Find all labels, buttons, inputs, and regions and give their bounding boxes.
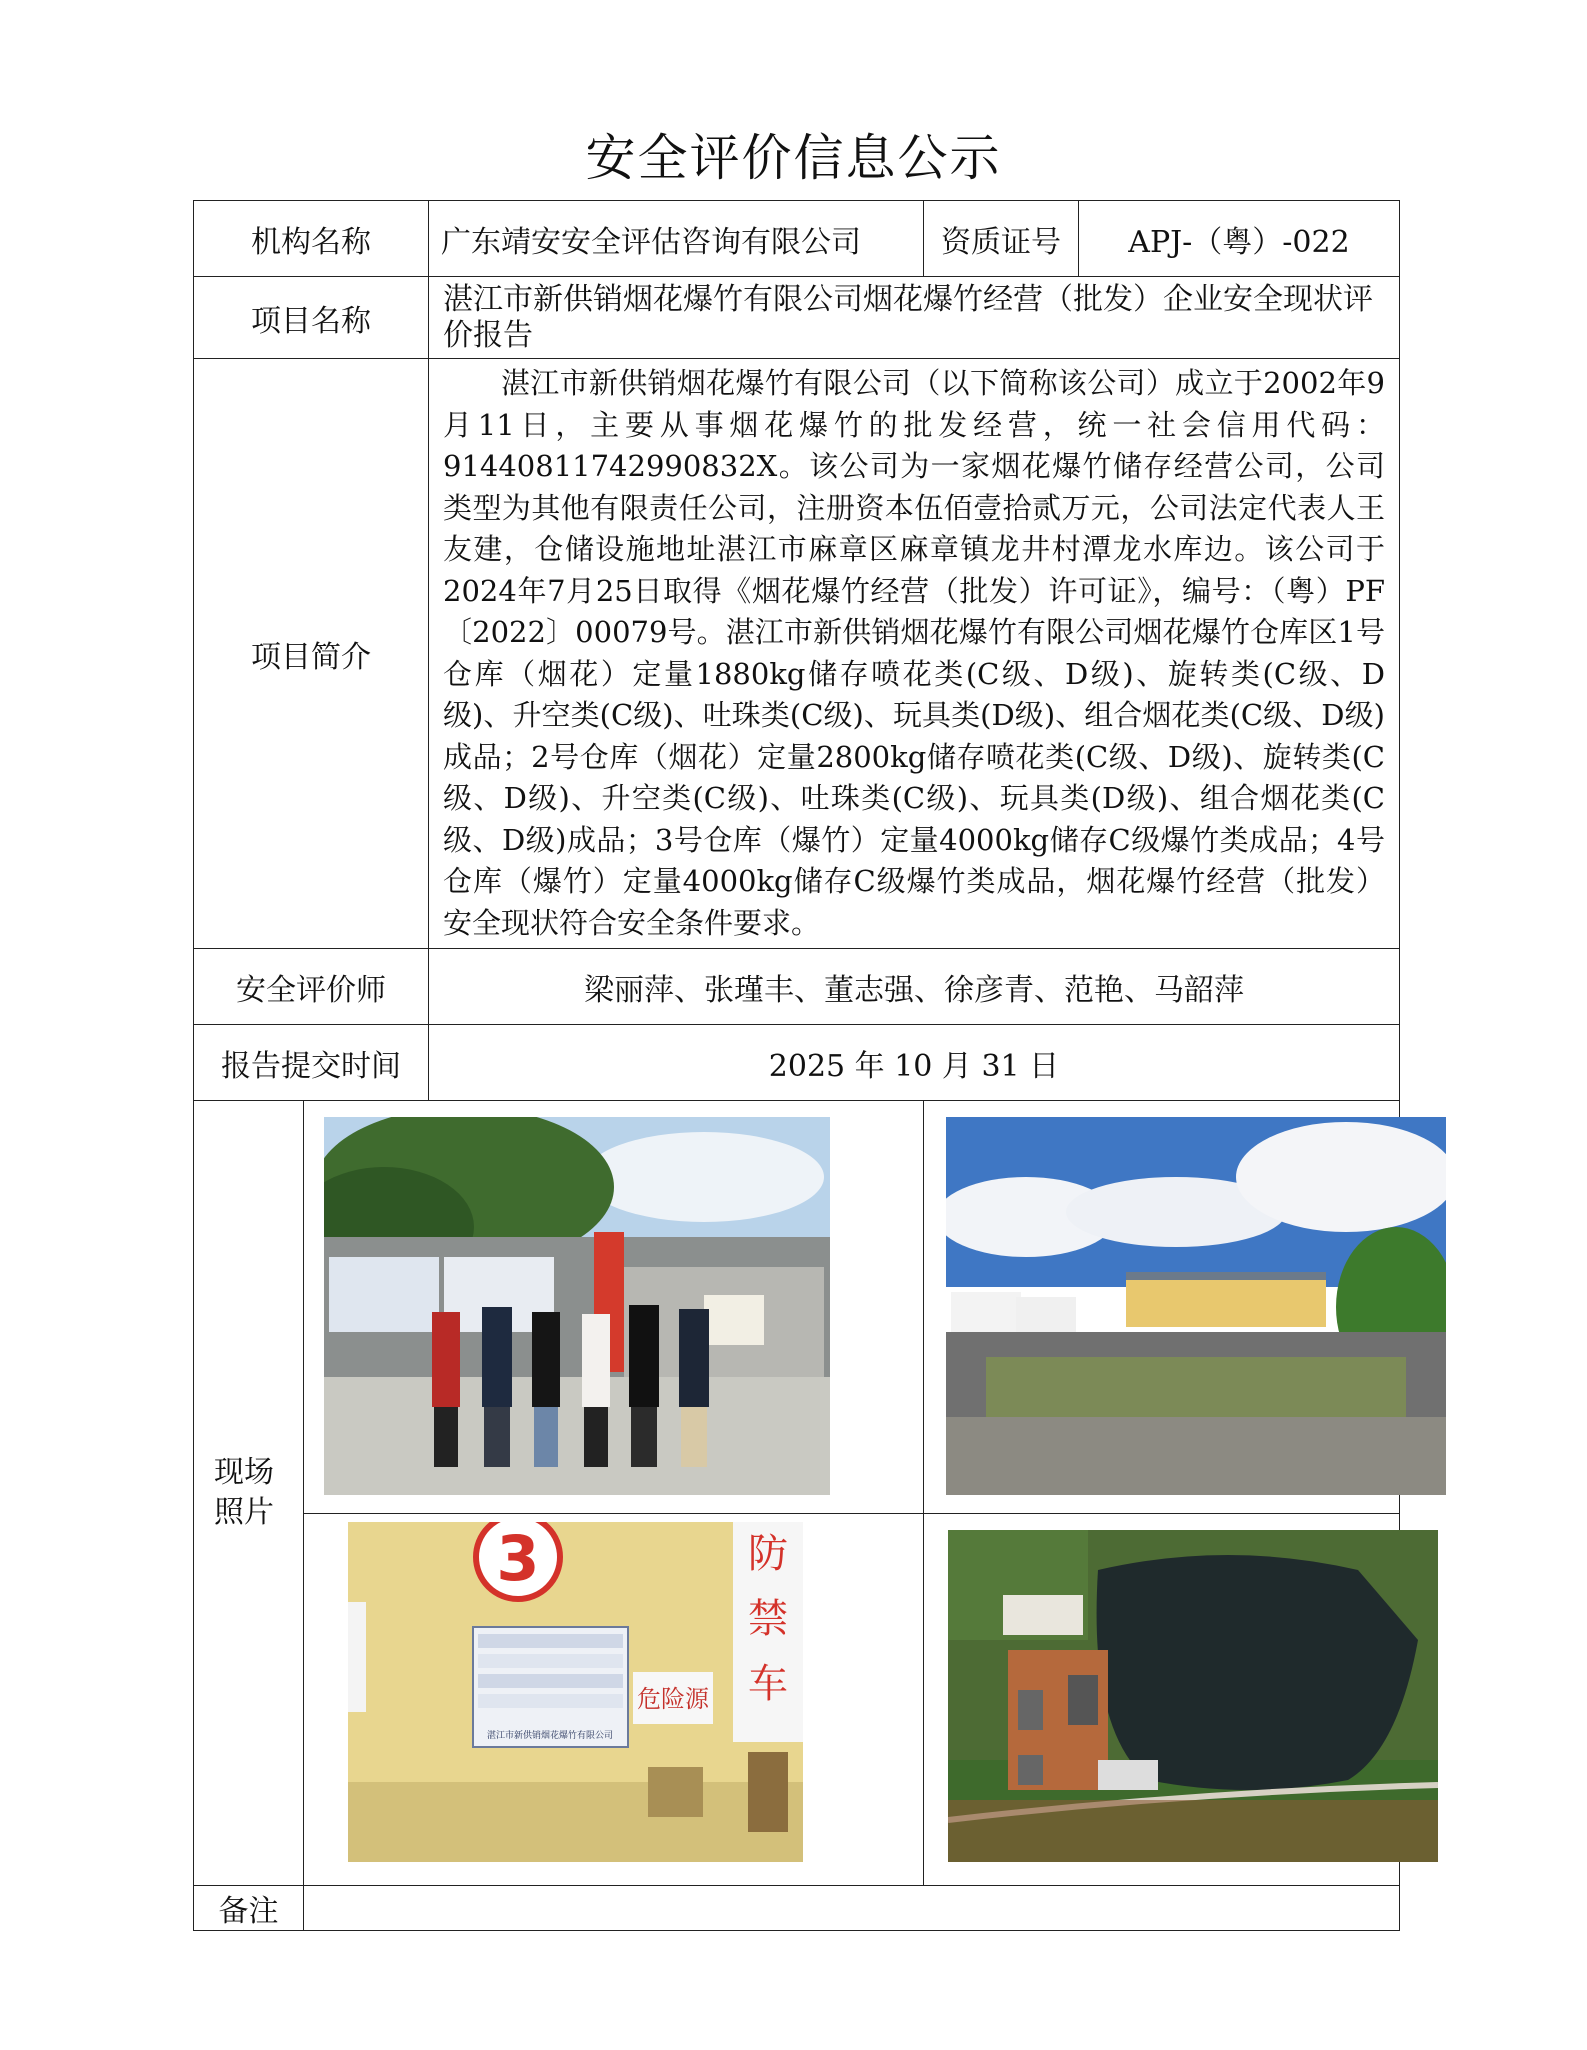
photos-label bbox=[194, 1101, 304, 1886]
remark-label: 备注 bbox=[194, 1886, 304, 1931]
org-row bbox=[194, 201, 1400, 277]
evaluators-label: 安全评价师 bbox=[194, 949, 429, 1025]
project-value: 湛江市新供销烟花爆竹有限公司烟花爆竹经营（批发）企业安全现状评价报告 bbox=[429, 277, 1400, 359]
photo-cell-1 bbox=[304, 1101, 924, 1514]
sign-che-text: 车 bbox=[748, 1661, 788, 1707]
remark-value bbox=[304, 1886, 1400, 1931]
photo-warehouse-sign bbox=[348, 1522, 803, 1862]
evaluators-row bbox=[194, 949, 1400, 1025]
summary-label: 项目简介 bbox=[194, 359, 429, 949]
cert-label: 资质证号 bbox=[924, 201, 1079, 277]
photos-label-line2: 照片 bbox=[214, 1495, 274, 1530]
photo-cell-2 bbox=[924, 1101, 1400, 1514]
submit-row bbox=[194, 1025, 1400, 1101]
photos-row-top bbox=[194, 1101, 1400, 1514]
remark-row bbox=[194, 1886, 1400, 1931]
summary-text: 湛江市新供销烟花爆竹有限公司（以下简称该公司）成立于2002年9月11日，主要从事烟花爆竹的批发经营，统一社会信用代码：91440811742990832X。该公司为一家烟花爆竹储存经营公司，公司类型为其他有限责任公司，注册资本伍佰壹拾贰万元，公司法定代表人王友建，仓储设施地址湛江市麻章区麻章镇龙井村潭龙水库边。该公司于2024年7月25日取得《烟花爆竹经营（批发）许可证》，编号：（粤）PF〔2022〕00079号。湛江市新供销烟花爆竹有限公司烟花爆竹仓库区1号仓库（烟花）定量1880kg储存喷花类(C级、D级)、旋转类(C级、D级)、升空类(C级)、吐珠类(C级)、玩具类(D级)、组合烟花类(C级、D级)成品；2号仓库（烟花）定量2800kg储存喷花类(C级、D级)、旋转类(C级、D级)、升空类(C级)、吐珠类(C级)、玩具类(D级)、组合烟花类(C级、D级)成品；3号仓库（爆竹）定量4000kg储存C级爆竹类成品；4号仓库（爆竹）定量4000kg储存C级爆竹类成品，烟花爆竹经营（批发）安全现状符合安全条件要求。 bbox=[429, 359, 1400, 949]
photos-row-bottom bbox=[194, 1514, 1400, 1886]
photo-warehouse-yard bbox=[946, 1117, 1446, 1495]
cert-value: APJ-（粤）-022 bbox=[1079, 201, 1400, 277]
org-value: 广东靖安安全评估咨询有限公司 bbox=[429, 201, 924, 277]
sign-danger-text: 危险源 bbox=[637, 1685, 709, 1713]
info-table bbox=[193, 200, 1400, 1931]
sign-jin-text: 禁 bbox=[748, 1596, 788, 1642]
submit-value: 2025 年 10 月 31 日 bbox=[429, 1025, 1400, 1101]
photos-label-line1: 现场 bbox=[214, 1455, 274, 1490]
photo-cell-3 bbox=[304, 1514, 924, 1886]
sign-company-text: 湛江市新供销烟花爆竹有限公司 bbox=[486, 1731, 614, 1741]
submit-label: 报告提交时间 bbox=[194, 1025, 429, 1101]
sign-fang-text: 防 bbox=[748, 1531, 788, 1577]
sign-number-three: 3 bbox=[496, 1522, 540, 1595]
project-row bbox=[194, 277, 1400, 359]
photo-cell-4 bbox=[924, 1514, 1400, 1886]
summary-row bbox=[194, 359, 1400, 949]
page-title: 安全评价信息公示 bbox=[585, 129, 1002, 187]
project-label: 项目名称 bbox=[194, 277, 429, 359]
org-label: 机构名称 bbox=[194, 201, 429, 277]
evaluators-value: 梁丽萍、张瑾丰、董志强、徐彦青、范艳、马韶萍 bbox=[429, 949, 1400, 1025]
photo-aerial-view bbox=[948, 1530, 1438, 1862]
photo-team-at-gate bbox=[324, 1117, 830, 1495]
